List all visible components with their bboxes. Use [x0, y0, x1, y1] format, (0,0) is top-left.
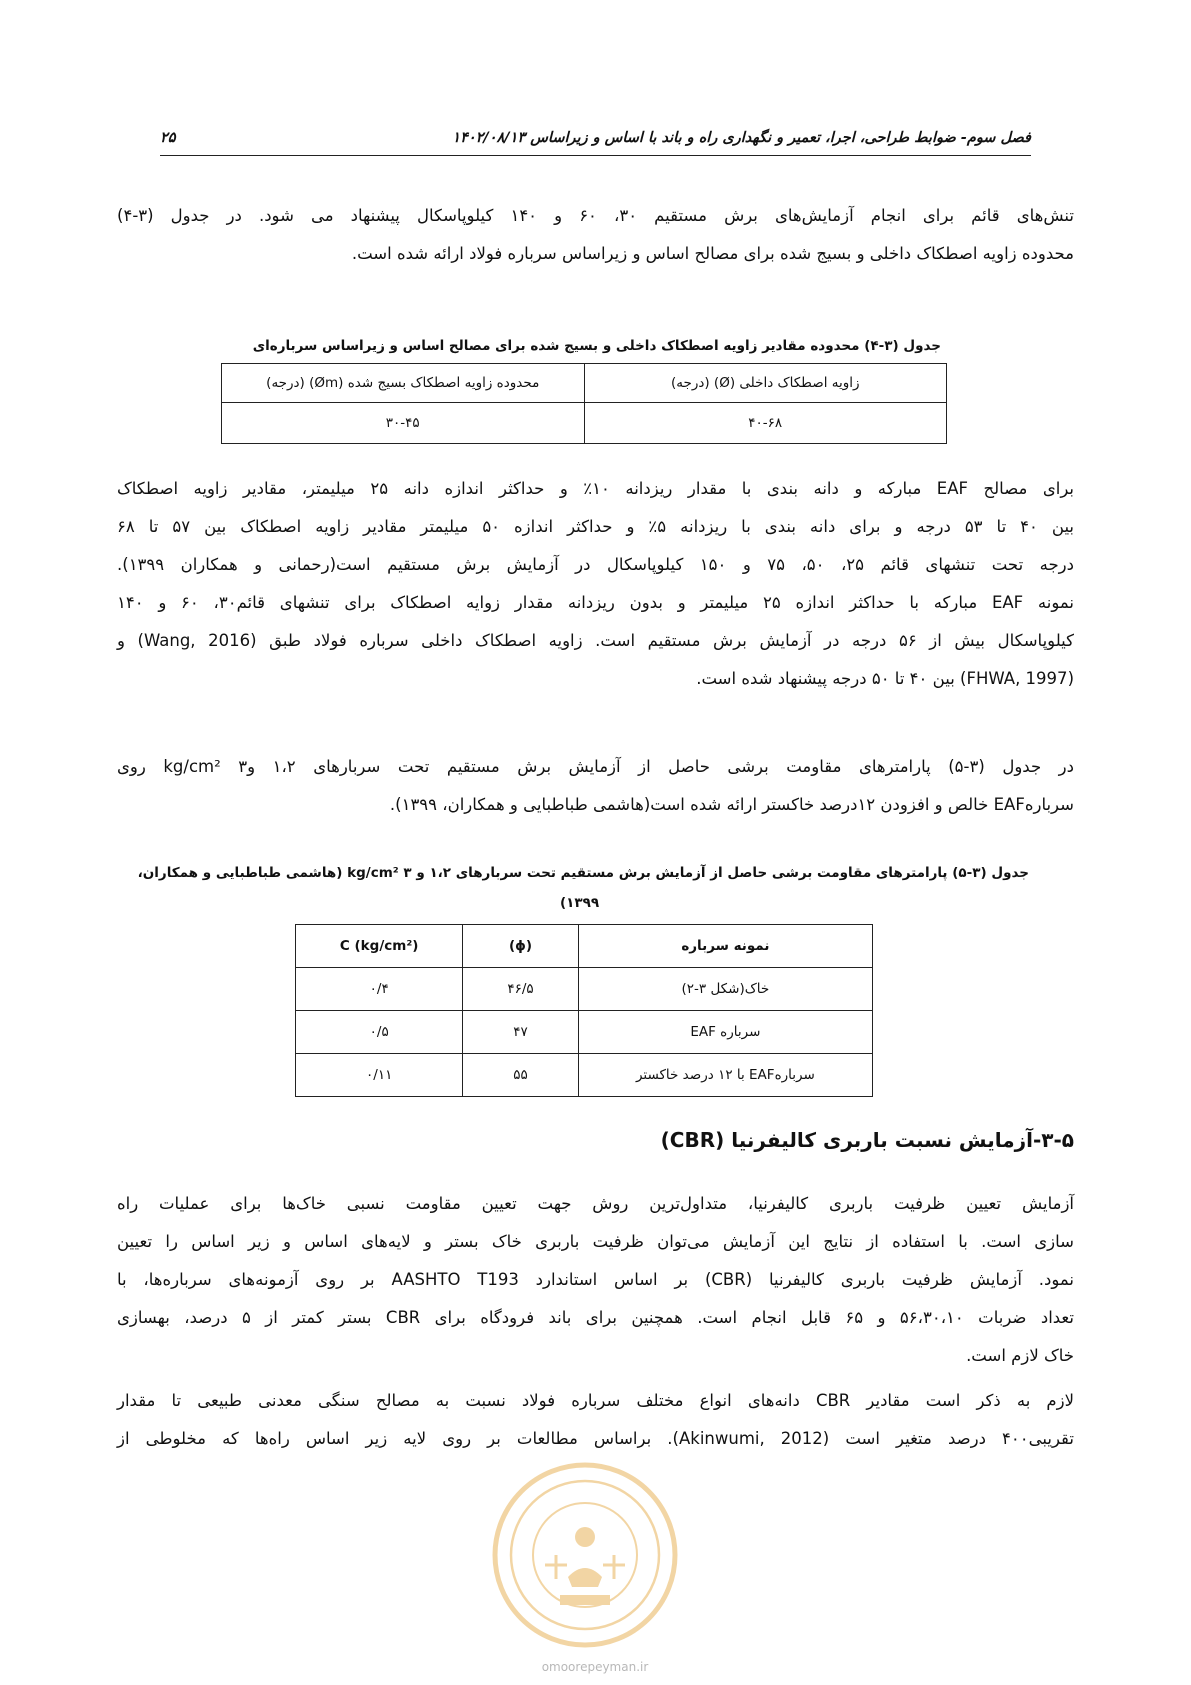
text-line: محدوده زاویه اصطکاک داخلی و بسیج شده برای مصالح اساس و زیراساس سرباره فولاد ارائه شده است.: [351, 244, 1074, 263]
paragraph-shear-params: [117, 748, 1074, 824]
table-cell: ۴۷: [463, 1011, 578, 1054]
header-title: فصل سوم- ضوابط طراحی، اجرا، تعمیر و نگهداری راه و باند با اساس و زیراساس ۱۴۰۲/۰۸/۱۳: [452, 130, 1031, 146]
table-header-cell: نمونه سرباره: [578, 925, 872, 968]
table-row: [296, 1054, 873, 1097]
text-line: تنش‌های قائم برای انجام آزمایش‌های برش مستقیم ۳۰، ۶۰ و ۱۴۰ کیلوپاسکال پیشنهاد می شود. در جدول (۳-۴): [117, 206, 1074, 225]
table-cell: ۰/۱۱: [296, 1054, 463, 1097]
text-line: کیلوپاسکال بیش از ۵۶ درجه در آزمایش برش مستقیم است. زاویه اصطکاک داخلی سرباره فولاد طبق (Wang, 2016) و: [117, 631, 1074, 650]
text-line: (FHWA, 1997) بین ۴۰ تا ۵۰ درجه پیشنهاد شده است.: [696, 669, 1074, 688]
text-line: سربارهEAF خالص و افزودن ۱۲درصد خاکستر ارائه شده است(هاشمی طباطبایی و همکاران، ۱۳۹۹).: [389, 795, 1074, 814]
text-line: در جدول (۳-۵) پارامترهای مقاومت برشی حاصل از آزمایش برش مستقیم تحت سربارهای ۱،۲ وkg/cm² ۳ روی: [117, 757, 1074, 776]
table-cell: ۴۶/۵: [463, 968, 578, 1011]
friction-angle-table: [221, 363, 947, 444]
paragraph-cbr-intro: [117, 1185, 1074, 1375]
table-caption-continued: ۱۳۹۹): [560, 895, 600, 911]
table-caption: جدول (۳-۴) محدوده مقادیر زاویه اصطکاک داخلی و بسیج شده برای مصالح اساس و زیراساس سرباره‌ای: [252, 338, 941, 354]
table-cell: ۰/۵: [296, 1011, 463, 1054]
text-line: آزمایش تعیین ظرفیت باربری کالیفرنیا، متداول‌ترین روش جهت تعیین مقاومت نسبی خاک‌ها برای عملیات راه: [117, 1194, 1074, 1213]
text-line: خاک لازم است.: [966, 1346, 1074, 1365]
text-line: لازم به ذکر است مقادیر CBR دانه‌های انواع مختلف سرباره فولاد نسبت به مصالح سنگی معدنی طبیعی تا مقدار: [117, 1391, 1075, 1410]
page-header: [160, 130, 1031, 152]
table-cell: خاک(شکل ۳-۲): [578, 968, 872, 1011]
table-cell: ۰/۴: [296, 968, 463, 1011]
table-header-cell: (ϕ): [463, 925, 578, 968]
table-header-cell: C (kg/cm²): [296, 925, 463, 968]
table-row: [296, 1011, 873, 1054]
table-cell: سربارهEAF با ۱۲ درصد خاکستر: [578, 1054, 872, 1097]
table-header-cell: محدوده زاویه اصطکاک بسیج شده (Øm) (درجه): [222, 364, 585, 403]
table-cell: سرباره EAF: [578, 1011, 872, 1054]
page-number: ۲۵: [160, 130, 176, 146]
header-divider: [160, 155, 1031, 156]
text-line: نمونه EAF مبارکه با حداکثر اندازه ۲۵ میلیمتر و بدون ریزدانه مقدار زوایه اصطکاک برای تنشهای قائم۳۰، ۶۰ و ۱۴۰: [117, 593, 1074, 612]
text-line: تقریبی۴۰۰ درصد متغیر است (Akinwumi, 2012). براساس مطالعات بر روی لایه زیر اساس راه‌ها که مخلوطی از: [117, 1429, 1074, 1448]
text-line: سازی است. با استفاده از نتایج این آزمایش می‌توان ظرفیت باربری خاک بستر و لایه‌های اساس و زیر اساس را تعیین: [117, 1232, 1074, 1251]
section-heading: ۳-۵-آزمایش نسبت باربری کالیفرنیا (CBR): [660, 1128, 1074, 1152]
watermark-url: omoorepeyman.ir: [541, 1660, 649, 1674]
table-row: [296, 968, 873, 1011]
text-line: برای مصالح EAF مبارکه و دانه بندی با مقدار ریزدانه ۱۰٪ و حداکثر اندازه دانه ۲۵ میلیمتر، مقادیر زاویه اصطکاک: [117, 479, 1075, 498]
table-row: [222, 403, 947, 444]
text-line: تعداد ضربات ۵۶،۳۰،۱۰ و ۶۵ قابل انجام است. همچنین برای باند فرودگاه برای CBR بستر کمتر از ۵ درصد، بهسازی: [117, 1308, 1074, 1327]
table-header-row: [222, 364, 947, 403]
text-line: نمود. آزمایش ظرفیت باربری کالیفرنیا (CBR) بر اساس استاندارد AASHTO T193 بر روی آزمونه‌های سرباره‌ها، با: [117, 1270, 1074, 1289]
paragraph-eaf-friction: [117, 470, 1074, 698]
table-header-cell: زاویه اصطکاک داخلی (Ø) (درجه): [584, 364, 947, 403]
table-caption: جدول (۳-۵) پارامترهای مقاومت برشی حاصل از آزمایش برش مستقیم تحت سربارهای ۱،۲ و kg/cm² ۳ (هاشمی طباطبایی و همکاران،: [137, 865, 1029, 881]
table-cell: ۴۰-۶۸: [584, 403, 947, 444]
table-header-row: [296, 925, 873, 968]
text-line: درجه تحت تنشهای قائم ۲۵، ۵۰، ۷۵ و ۱۵۰ کیلوپاسکال در آزمایش برش مستقیم است(رحمانی و همکاران ۱۳۹۹).: [117, 555, 1074, 574]
paragraph-cbr-values: [117, 1382, 1074, 1458]
paragraph-intro: [117, 197, 1074, 273]
table-cell: ۵۵: [463, 1054, 578, 1097]
text-line: بین ۴۰ تا ۵۳ درجه و برای دانه بندی با ریزدانه ۵٪ و حداکثر اندازه ۵۰ میلیمتر مقادیر زاویه اصطکاک بین ۵۷ تا ۶۸: [117, 517, 1075, 536]
watermark-seal-icon: [490, 1455, 680, 1655]
table-cell: ۳۰-۴۵: [222, 403, 585, 444]
shear-strength-table: [295, 924, 873, 1097]
